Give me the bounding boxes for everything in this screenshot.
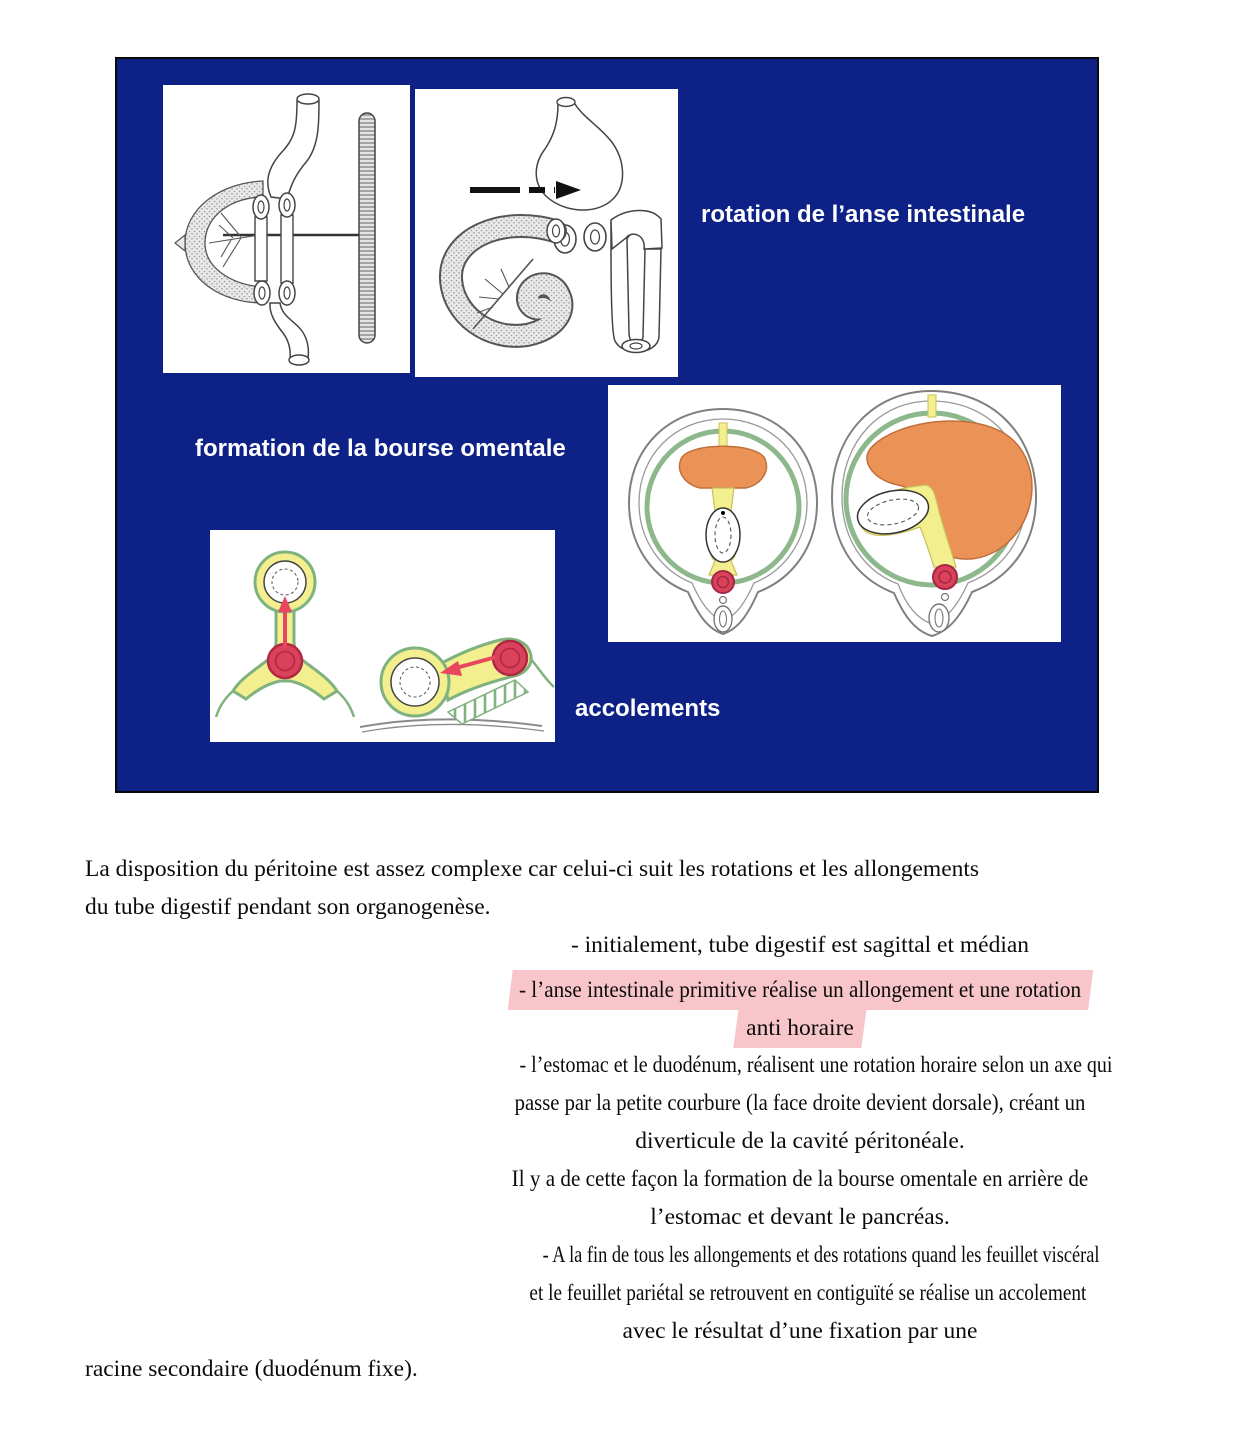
diagram-sagittal-stage <box>163 85 410 373</box>
cross-section-early <box>629 409 817 634</box>
body-text-line: - l’estomac et le duodénum, réalisent une rotation horaire selon un axe qui <box>519 1052 1113 1078</box>
body-text-line: l’estomac et devant le pancréas. <box>650 1204 950 1230</box>
body-text-line: passe par la petite courbure (la face droite devient dorsale), créant un <box>514 1090 1086 1116</box>
diagram-cross-sections <box>608 385 1061 642</box>
body-text-line: - initialement, tube digestif est sagittal et médian <box>570 932 1030 958</box>
body-text-line: racine secondaire (duodénum fixe). <box>85 1356 418 1382</box>
intestinal-loop-fan <box>185 181 263 303</box>
neural-tube-section <box>714 606 732 632</box>
body-text-line: - A la fin de tous les allongements et des rotations quand les feuillet viscéral <box>542 1242 1100 1268</box>
sagittal-stage-drawing <box>163 85 410 373</box>
body-text-line: du tube digestif pendant son organogenèse. <box>85 894 491 920</box>
vessel-circle <box>268 644 302 678</box>
body-text-line: et le feuillet pariétal se retrouvent en contiguïté se réalise un accolement <box>529 1280 1087 1306</box>
rotated-stage-drawing <box>415 89 678 377</box>
body-text <box>85 850 1133 1388</box>
stomach-outline <box>268 101 319 199</box>
aorta-column <box>359 113 375 343</box>
vessel-circle <box>493 641 527 675</box>
intestinal-loop-coil <box>451 219 565 336</box>
body-text-line: Il y a de cette façon la formation de la bourse omentale en arrière de <box>511 1166 1089 1192</box>
stomach-outline <box>536 104 622 210</box>
body-text-line-highlighted <box>470 1008 1130 1046</box>
highlighted-text: anti horaire <box>736 1008 864 1048</box>
hindgut-tube <box>270 303 309 359</box>
body-text-line: diverticule de la cavité péritonéale. <box>635 1128 965 1154</box>
mesentery-horizontal <box>360 639 554 732</box>
mesentery-vessels <box>209 213 259 267</box>
body-text-line: La disposition du péritoine est assez complexe car celui-ci suit les rotations et les allongements <box>85 856 980 882</box>
neural-tube-section <box>929 604 949 632</box>
accolement-drawing <box>210 530 555 742</box>
gut-tube-section <box>706 508 740 562</box>
gut-circle <box>391 658 439 706</box>
diagram-accolement-schematic <box>210 530 555 742</box>
aorta-section <box>712 571 734 593</box>
highlighted-text: - l’anse intestinale primitive réalise un allongement et une rotation <box>510 970 1090 1010</box>
body-text-line-highlighted <box>503 970 1097 1008</box>
slide-panel <box>115 57 1099 793</box>
cross-sections-drawing <box>608 385 1061 642</box>
cross-section-rotated <box>832 391 1036 636</box>
mesentery-vertical <box>216 552 354 717</box>
label-accolements: accolements <box>575 695 721 722</box>
label-formation-bourse-omentale: formation de la bourse omentale <box>195 435 566 462</box>
diagram-rotated-stage <box>415 89 678 377</box>
body-text-line: avec le résultat d’une fixation par une <box>622 1318 978 1344</box>
liver-stomach-mass <box>680 446 767 488</box>
aorta-section <box>933 565 957 589</box>
label-rotation-anse-intestinale: rotation de l’anse intestinale <box>701 201 1026 228</box>
